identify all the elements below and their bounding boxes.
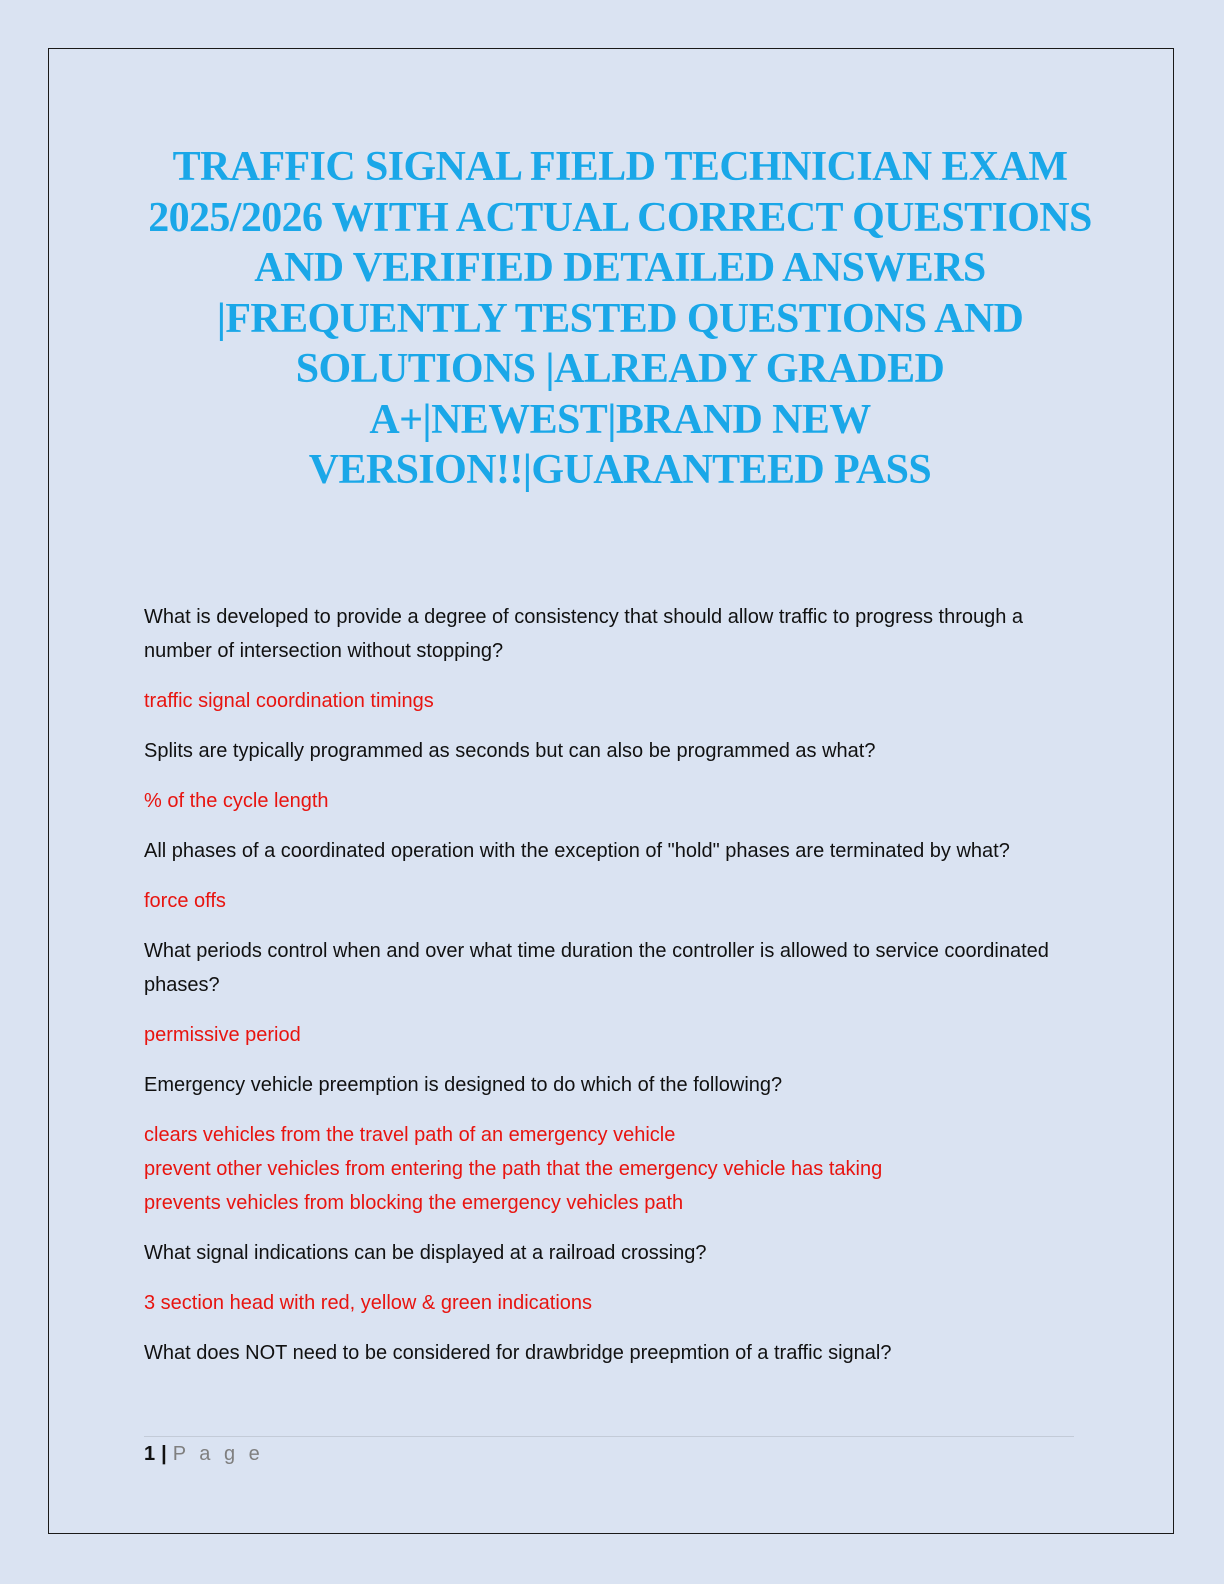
question-1: What is developed to provide a degree of consistency that should allow traffic to progress through a number of intersection without stopping? — [144, 606, 1024, 662]
question-6: What signal indications can be displayed at a railroad crossing? — [144, 1242, 707, 1264]
question-7: What does NOT need to be considered for drawbridge preepmtion of a traffic signal? — [144, 1342, 892, 1364]
answer-5-line-1: clears vehicles from the travel path of an emergency vehicle — [144, 1124, 676, 1146]
answer-5-line-3: prevents vehicles from blocking the emergency vehicles path — [144, 1192, 684, 1214]
answer-1: traffic signal coordination timings — [144, 690, 434, 712]
answer-5-group — [144, 1118, 1074, 1220]
answer-5-line-2: prevent other vehicles from entering the path that the emergency vehicle has taking — [144, 1158, 883, 1180]
page-number: 1 — [144, 1443, 156, 1465]
page-footer — [144, 1440, 264, 1468]
qa-list — [144, 600, 1074, 1386]
answer-6: 3 section head with red, yellow & green indications — [144, 1292, 593, 1314]
question-5: Emergency vehicle preemption is designed to do which of the following? — [144, 1074, 783, 1096]
page-label: P a g e — [172, 1443, 264, 1465]
document-title: TRAFFIC SIGNAL FIELD TECHNICIAN EXAM 2025/2026 WITH ACTUAL CORRECT QUESTIONS AND VERIFIED DETAILED ANSWERS |FREQUENTLY TESTED QUESTIONS AND SOLUTIONS |ALREADY GRADED A+|NEWEST|BRAND NEW VERSION!!|GUARANTEED PASS — [148, 144, 1092, 493]
answer-2: % of the cycle length — [144, 790, 329, 812]
footer-separator: | — [161, 1443, 167, 1465]
answer-4: permissive period — [144, 1024, 301, 1046]
question-3: All phases of a coordinated operation with the exception of "hold" phases are terminated by what? — [144, 840, 1010, 862]
question-2: Splits are typically programmed as seconds but can also be programmed as what? — [144, 740, 876, 762]
question-4: What periods control when and over what time duration the controller is allowed to service coordinated phases? — [144, 940, 1049, 996]
answer-3: force offs — [144, 890, 226, 912]
footer-divider — [144, 1436, 1074, 1437]
